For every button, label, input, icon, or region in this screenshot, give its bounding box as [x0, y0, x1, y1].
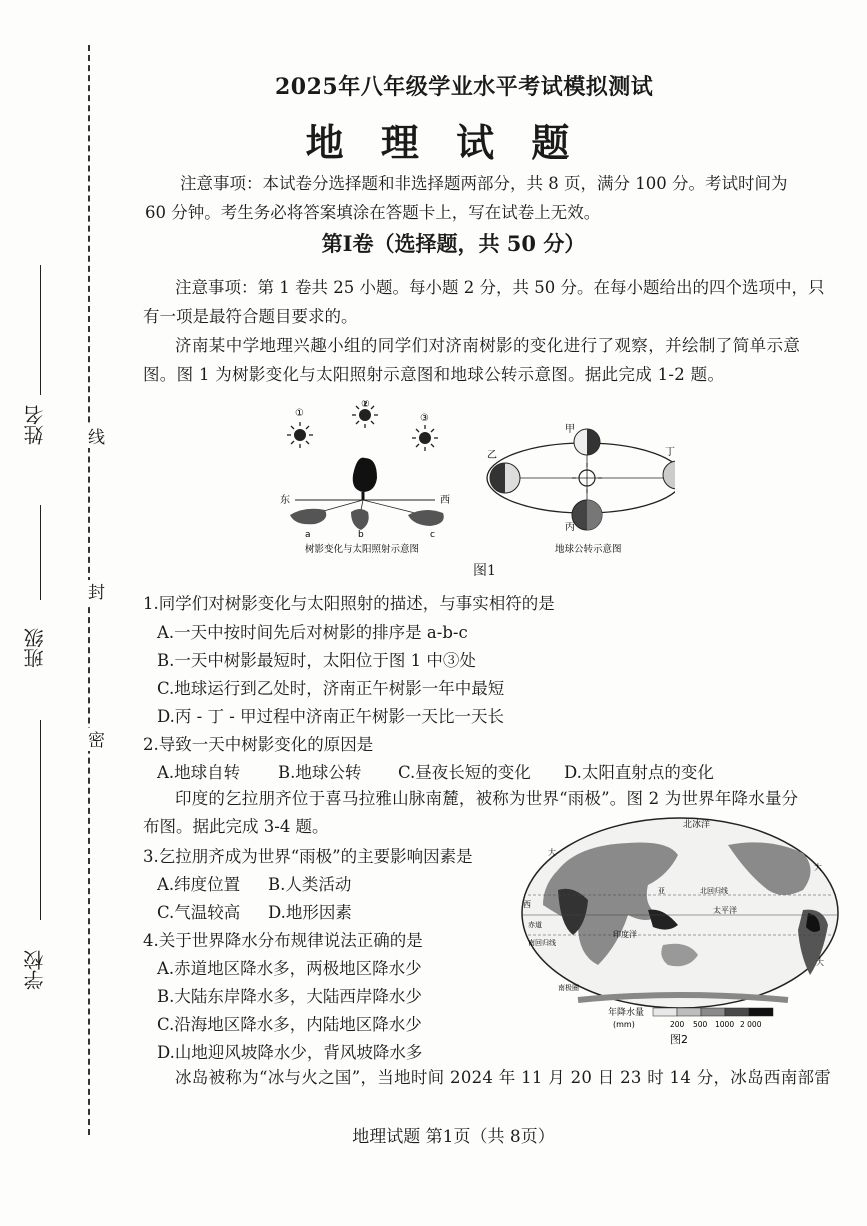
legend-title: 年降水量: [608, 1008, 645, 1018]
shadow-label-b: b: [358, 530, 364, 540]
seal-char-xian: 线: [82, 425, 107, 448]
q1-option-d[interactable]: D.丙 - 丁 - 甲过程中济南正午树影一天比一天长: [157, 707, 505, 726]
earth-bing: [572, 500, 602, 530]
question-4: 4.关于世界降水分布规律说法正确的是: [143, 931, 423, 950]
earth-ding: [663, 461, 675, 489]
subject-title: 地 理 试 题: [305, 120, 582, 165]
tree-crown: [353, 458, 377, 492]
earth-jia: [574, 429, 600, 455]
page-footer: 地理试题 第1页（共 8页）: [352, 1127, 555, 1147]
notice-line-2: 60 分钟。考生务必将答案填涂在答题卡上，写在试卷上无效。: [145, 203, 601, 222]
shadow-b: [351, 509, 369, 530]
q4-option-b[interactable]: B.大陆东岸降水多，大陆西岸降水少: [157, 987, 422, 1006]
question-2: 2.导致一天中树影变化的原因是: [143, 735, 374, 754]
q4-option-d[interactable]: D.山地迎风坡降水少，背风坡降水多: [157, 1043, 423, 1062]
legend-swatch-4: [725, 1008, 749, 1016]
notice-line-1: 注意事项：本试卷分选择题和非选择题两部分，共 8 页，满分 100 分。考试时间为: [180, 174, 788, 193]
seal-char-feng: 封: [82, 580, 107, 603]
east-label: 东: [280, 495, 290, 506]
volume-title: 第Ⅰ卷（选择题，共 50 分）: [321, 231, 586, 256]
map-label-da-2: 大: [814, 863, 822, 872]
intro2-line-2: 布图。据此完成 3-4 题。: [143, 817, 329, 836]
figure-2-label: 图2: [670, 1033, 688, 1045]
map-label-antarctic-circle: 南极圈: [558, 984, 579, 992]
sun-label-3: ③: [420, 413, 429, 424]
school-fill-line[interactable]: [40, 720, 41, 920]
sun-label-1: ①: [295, 408, 304, 419]
legend-swatch-3: [701, 1008, 725, 1016]
figure-1-label: 图1: [473, 563, 496, 579]
shadow-a: [290, 509, 326, 525]
map-label-arctic: 北冰洋: [683, 820, 711, 830]
q2-option-b[interactable]: B.地球公转: [278, 763, 362, 782]
map-label-da-1: 大: [548, 848, 556, 857]
sun-3-icon: [412, 425, 438, 451]
class-fill-line[interactable]: [40, 505, 41, 600]
legend-unit: (mm): [613, 1020, 635, 1029]
school-label: 学校: [23, 950, 47, 990]
exam-header: 2025年八年级学业水平考试模拟测试: [275, 74, 654, 100]
vol-notice-line-2: 有一项是最符合题目要求的。: [143, 307, 358, 326]
legend-swatch-5: [749, 1008, 773, 1016]
sun-label-2: ②: [361, 400, 370, 410]
legend-tick-200: 200: [670, 1020, 685, 1029]
q2-option-d[interactable]: D.太阳直射点的变化: [564, 763, 714, 782]
legend-tick-500: 500: [693, 1020, 708, 1029]
vol-notice-line-1: 注意事项：第 1 卷共 25 小题。每小题 2 分，共 50 分。在每小题给出的四个选项中，只: [175, 278, 825, 297]
map-label-da-3: 大: [816, 958, 824, 967]
fig1-right-caption: 地球公转示意图: [555, 544, 622, 555]
question-1: 1.同学们对树影变化与太阳照射的描述，与事实相符的是: [143, 594, 555, 613]
figure-1: [265, 400, 675, 580]
orbit-label-bing: 丙: [565, 522, 575, 533]
shadow-label-c: c: [430, 530, 435, 540]
earth-yi: [490, 463, 520, 493]
west-label: 西: [440, 495, 450, 506]
q1-option-a[interactable]: A.一天中按时间先后对树影的排序是 a-b-c: [157, 623, 468, 642]
sun-1-icon: [287, 422, 313, 448]
legend-swatch-1: [653, 1008, 677, 1016]
question-3: 3.乞拉朋齐成为世界“雨极”的主要影响因素是: [143, 847, 473, 866]
q2-option-c[interactable]: C.昼夜长短的变化: [398, 763, 531, 782]
intro1-line-2: 图。图 1 为树影变化与太阳照射示意图和地球公转示意图。据此完成 1-2 题。: [143, 365, 725, 384]
fig1-left-caption: 树影变化与太阳照射示意图: [305, 544, 420, 555]
figure-2-map: [518, 815, 843, 1045]
orbit-label-jia: 甲: [565, 424, 575, 435]
map-label-ya: 亚: [658, 887, 665, 895]
map-label-equator: 赤道: [528, 921, 542, 929]
name-fill-line[interactable]: [40, 265, 41, 395]
map-label-indian: 印度洋: [613, 930, 637, 939]
q4-option-a[interactable]: A.赤道地区降水多，两极地区降水少: [157, 959, 422, 978]
seal-char-mi: 密: [82, 728, 107, 751]
legend-tick-1000: 1000: [715, 1020, 735, 1029]
map-label-xi: 西: [523, 900, 531, 909]
map-label-tropic-s: 南回归线: [528, 939, 556, 947]
map-label-tropic-n: 北回归线: [700, 887, 728, 895]
q1-option-b[interactable]: B.一天中树影最短时，太阳位于图 1 中③处: [157, 651, 476, 670]
map-label-pacific: 太平洋: [713, 906, 737, 915]
q3-option-b[interactable]: B.人类活动: [268, 875, 352, 894]
intro3-line-1: 冰岛被称为“冰与火之国”，当地时间 2024 年 11 月 20 日 23 时 14 分，冰岛西南部雷: [175, 1068, 832, 1087]
intro1-line-1: 济南某中学地理兴趣小组的同学们对济南树影的变化进行了观察，并绘制了简单示意: [175, 336, 801, 355]
q4-option-c[interactable]: C.沿海地区降水多，内陆地区降水少: [157, 1015, 422, 1034]
intro2-line-1: 印度的乞拉朋齐位于喜马拉雅山脉南麓，被称为世界“雨极”。图 2 为世界年降水量分: [175, 789, 799, 808]
q3-option-a[interactable]: A.纬度位置: [157, 875, 241, 894]
q3-option-c[interactable]: C.气温较高: [157, 903, 241, 922]
q3-option-d[interactable]: D.地形因素: [268, 903, 352, 922]
q1-option-c[interactable]: C.地球运行到乙处时，济南正午树影一年中最短: [157, 679, 505, 698]
orbit-label-ding: 丁: [665, 447, 675, 458]
shadow-label-a: a: [305, 530, 311, 540]
name-label: 姓名: [23, 405, 47, 445]
legend-swatch-2: [677, 1008, 701, 1016]
legend-tick-2000: 2 000: [740, 1020, 762, 1029]
orbit-label-yi: 乙: [487, 450, 497, 461]
q2-option-a[interactable]: A.地球自转: [157, 763, 241, 782]
class-label: 班级: [23, 628, 47, 668]
